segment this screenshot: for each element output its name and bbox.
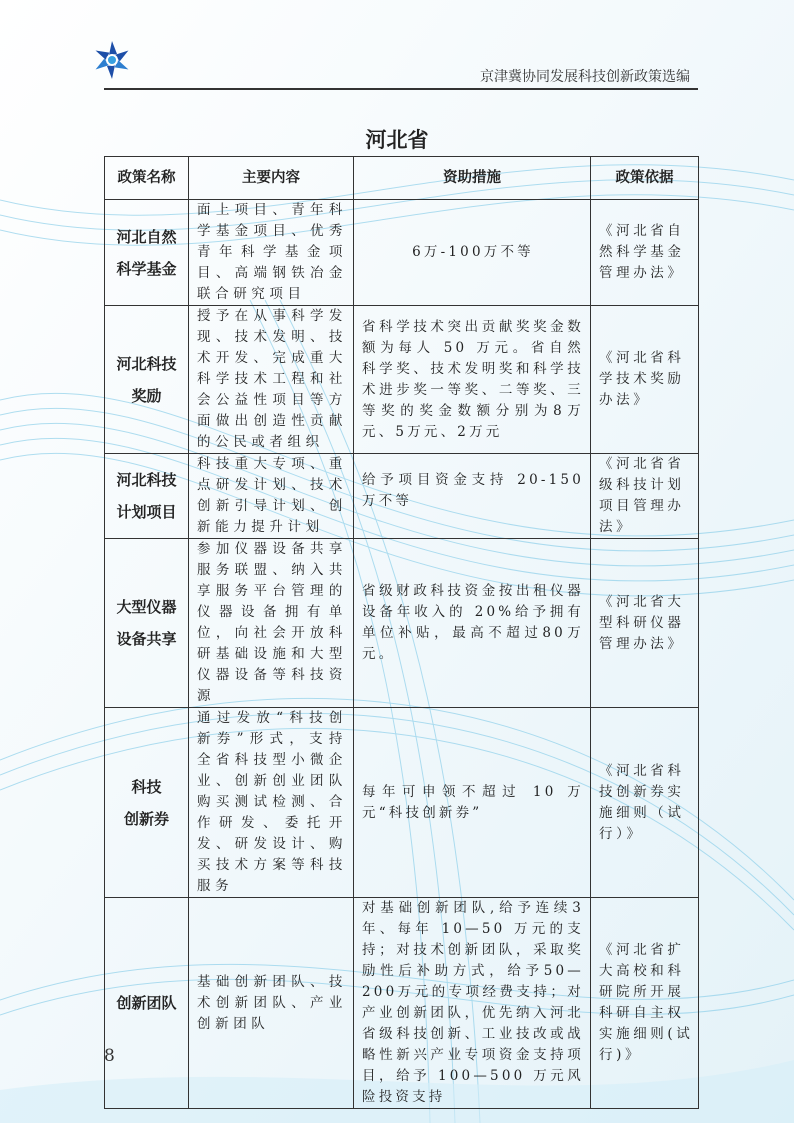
table-row xyxy=(105,306,699,454)
table-row xyxy=(105,708,699,898)
policy-measure: 给予项目资金支持 20-150 万不等 xyxy=(354,454,591,539)
policy-basis: 《河北省科学技术奖励办法》 xyxy=(591,306,699,454)
name-line: 科学基金 xyxy=(116,259,177,278)
policy-measure: 6万-100万不等 xyxy=(354,200,591,306)
policy-basis: 《河北省科技创新券实施细则（试行）》 xyxy=(591,708,699,898)
policy-content: 参加仪器设备共享服务联盟、纳入共享服务平台管理的仪器设备拥有单位，向社会开放科研基础设施和大型仪器设备等科技资源 xyxy=(189,539,354,708)
table-row xyxy=(105,539,699,708)
name-line: 创新券 xyxy=(123,809,169,828)
column-header: 主要内容 xyxy=(189,157,354,200)
name-line: 河北科技 xyxy=(116,471,177,489)
name-line: 科技 xyxy=(131,777,162,796)
policy-name xyxy=(105,539,189,708)
name-line: 大型仪器 xyxy=(116,598,177,616)
table-header-row xyxy=(105,157,699,200)
policy-content: 科技重大专项、重点研发计划、技术创新引导计划、创新能力提升计划 xyxy=(189,454,354,539)
policy-name xyxy=(105,708,189,898)
name-line: 奖励 xyxy=(131,386,162,405)
name-line: 计划项目 xyxy=(116,503,177,521)
policy-name xyxy=(105,898,189,1109)
policy-basis: 《河北省自然科学基金管理办法》 xyxy=(591,200,699,306)
section-title: 河北省 xyxy=(365,128,429,152)
table-row xyxy=(105,898,699,1109)
name-line: 设备共享 xyxy=(116,630,177,648)
policy-table xyxy=(104,156,699,1109)
policy-measure: 省级财政科技资金按出租仪器设备年收入的 20%给予拥有单位补贴，最高不超过80万元。 xyxy=(354,539,591,708)
name-line: 河北自然 xyxy=(116,227,177,246)
policy-content: 授予在从事科学发现、技术发明、技术开发、完成重大科学技术工程和社会公益性项目等方面做出创造性贡献的公民或者组织 xyxy=(189,306,354,454)
policy-name xyxy=(105,306,189,454)
page-number: 8 xyxy=(104,1046,115,1066)
column-header: 政策依据 xyxy=(591,157,699,200)
name-line: 河北科技 xyxy=(116,354,177,373)
name-line: 创新团队 xyxy=(116,994,177,1012)
policy-measure: 对基础创新团队,给予连续3年、每年 10—50 万元的支持；对技术创新团队，采取奖励性后补助方式，给予50—200万元的专项经费支持；对产业创新团队，优先纳入河北省级科技创新、工业技改或战略性新兴产业专项资金支持项目，给予 100—500 万元风险投资支持 xyxy=(354,898,591,1109)
policy-basis: 《河北省扩大高校和科研院所开展科研自主权实施细则(试行)》 xyxy=(591,898,699,1109)
column-header: 政策名称 xyxy=(105,157,189,200)
column-header: 资助措施 xyxy=(354,157,591,200)
policy-content: 基础创新团队、技术创新团队、产业创新团队 xyxy=(189,898,354,1109)
logo-icon xyxy=(92,40,132,80)
policy-name xyxy=(105,454,189,539)
policy-measure: 省科学技术突出贡献奖奖金数额为每人 50 万元。省自然科学奖、技术发明奖和科学技术进步奖一等奖、二等奖、三等奖的奖金数额分别为8万元、5万元、2万元 xyxy=(354,306,591,454)
policy-basis: 《河北省大型科研仪器管理办法》 xyxy=(591,539,699,708)
policy-basis: 《河北省省级科技计划项目管理办法》 xyxy=(591,454,699,539)
policy-content: 面上项目、青年科学基金项目、优秀青年科学基金项目、高端钢铁冶金联合研究项目 xyxy=(189,200,354,306)
header-rule xyxy=(104,88,698,90)
running-header: 京津冀协同发展科技创新政策选编 xyxy=(480,69,690,85)
policy-content: 通过发放“科技创新券”形式，支持全省科技型小微企业、创新创业团队购买测试检测、合作研发、委托开发、研发设计、购买技术方案等科技服务 xyxy=(189,708,354,898)
table-row xyxy=(105,454,699,539)
policy-measure: 每年可申领不超过 10 万元“科技创新券” xyxy=(354,708,591,898)
table-row xyxy=(105,200,699,306)
policy-name xyxy=(105,200,189,306)
